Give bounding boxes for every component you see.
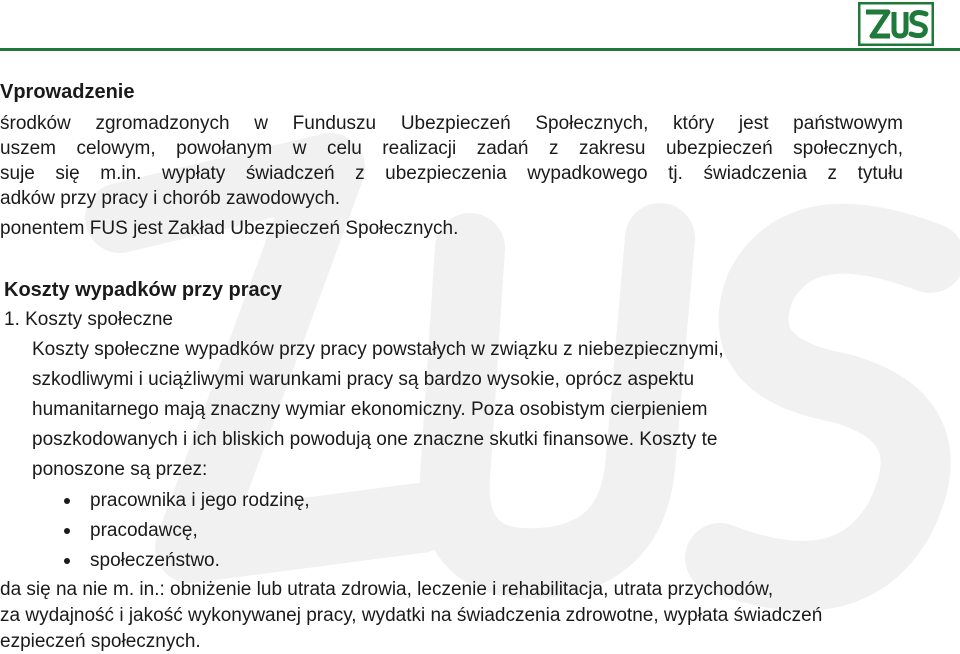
section-heading-accident-costs: Koszty wypadków przy pracy [4,279,282,301]
bullet-item-employee: pracownika i jego rodzinę, [90,490,310,511]
bullet-dot [64,528,70,534]
closing-line-2: za wydajność i jakość wykonywanej pracy, wydatki na świadczenia zdrowotne, wypłata świadczeń [0,605,823,626]
intro-line-2: uszem celowym, powołanym w celu realizacji zadań z zakresu ubezpieczeń społecznych, [0,138,903,159]
paragraph-line-3: humanitarnego mają znaczny wymiar ekonomiczny. Poza osobistym cierpieniem [32,399,708,420]
closing-line-1: da się na nie m. in.: obniżenie lub utrata zdrowia, leczenie i rehabilitacja, utrata przychodów, [0,579,774,600]
bullet-dot [64,558,70,564]
intro-line-5: ponentem FUS jest Zakład Ubezpieczeń Społecznych. [0,218,459,239]
subheading-social-costs: 1. Koszty społeczne [4,309,173,330]
paragraph-line-4: poszkodowanych i ich bliskich powodują one znaczne skutki finansowe. Koszty te [32,429,718,450]
paragraph-line-1: Koszty społeczne wypadków przy pracy powstałych w związku z niebezpiecznymi, [32,339,724,360]
bullet-dot [64,498,70,504]
section-heading-introduction: Vprowadzenie [0,81,135,103]
intro-line-4: adków przy pracy i chorób zawodowych. [0,188,341,209]
closing-line-3: ezpieczeń społecznych. [0,631,201,652]
paragraph-line-2: szkodliwymi i uciążliwymi warunkami pracy są bardzo wysokie, oprócz aspektu [32,369,695,390]
bullet-item-employer: pracodawcę, [90,520,198,541]
intro-line-1: środków zgromadzonych w Funduszu Ubezpieczeń Społecznych, który jest państwowym [0,113,903,134]
paragraph-line-5: ponoszone są przez: [32,459,208,480]
intro-line-3: suje się m.in. wypłaty świadczeń z ubezpieczenia wypadkowego tj. świadczenia z tytułu [0,163,903,184]
bullet-item-society: społeczeństwo. [90,550,220,571]
